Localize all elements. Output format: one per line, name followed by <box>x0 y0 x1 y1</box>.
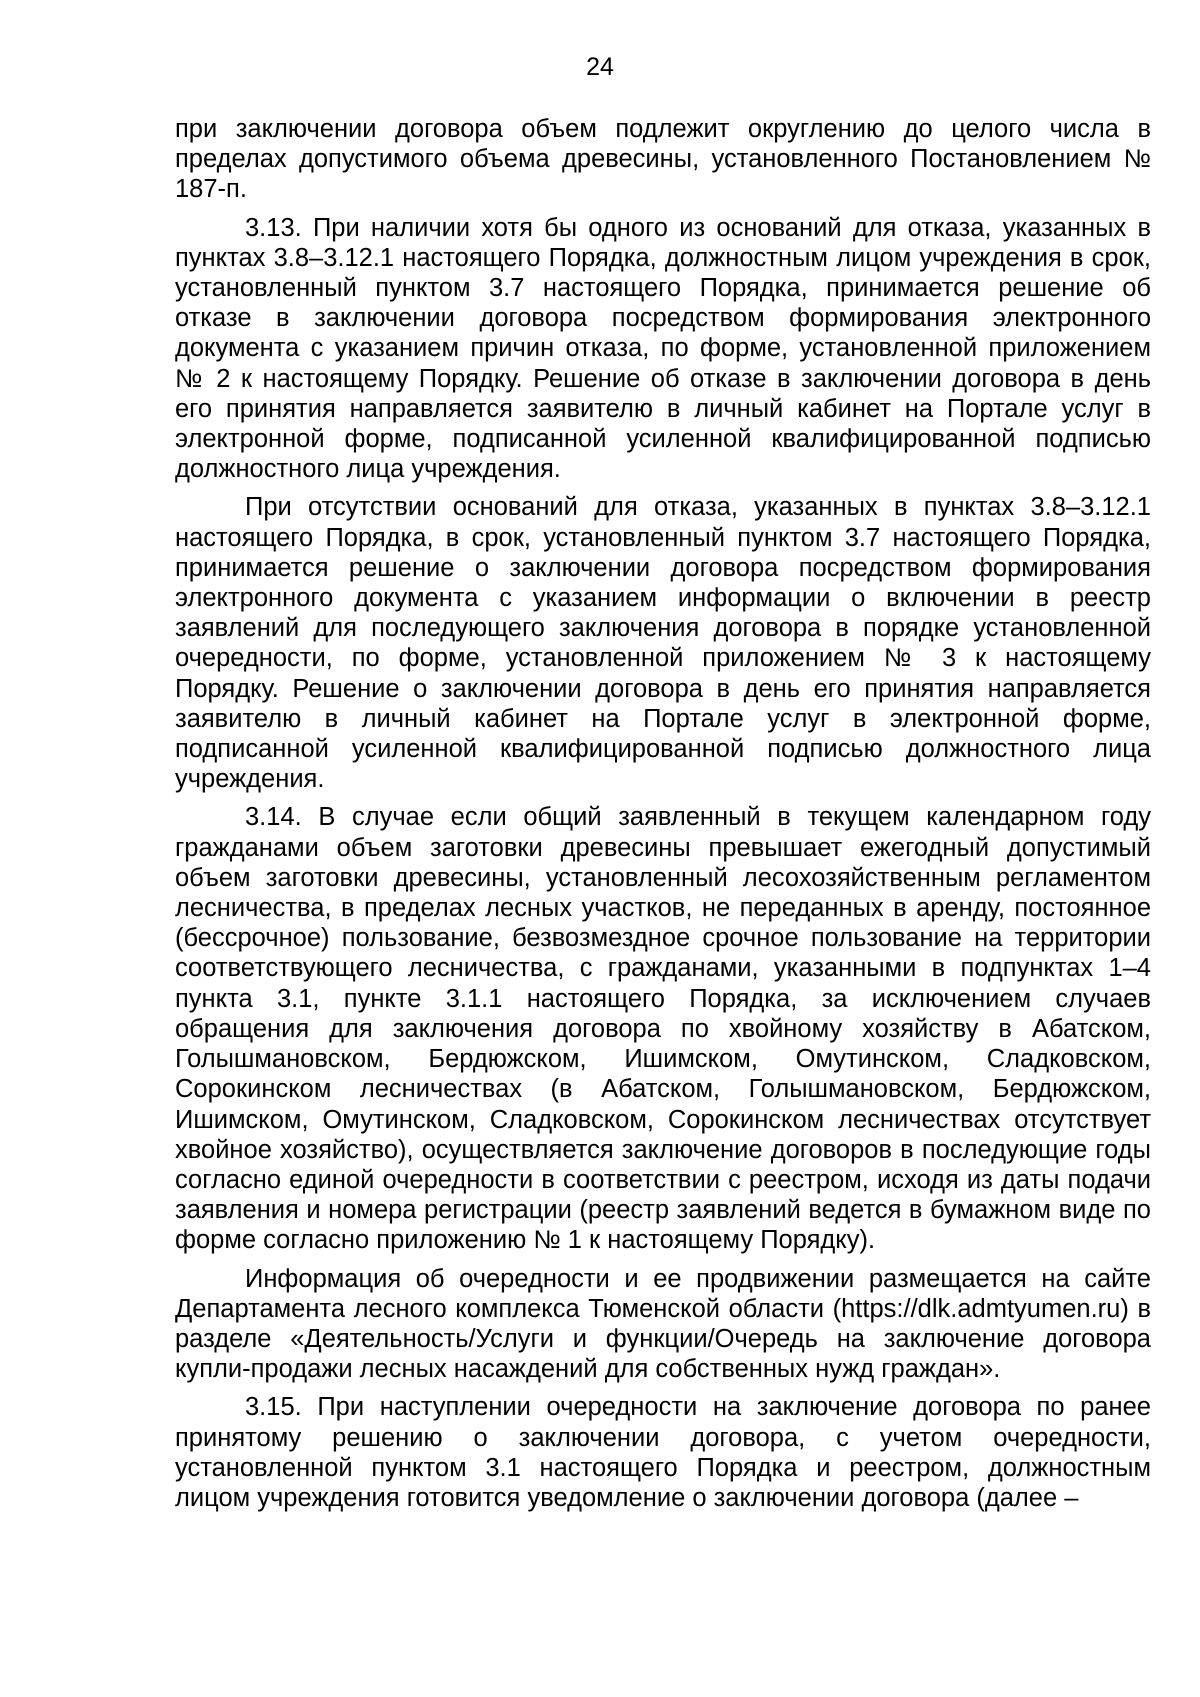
paragraph-3-15: 3.15. При наступлении очередности на заключение договора по ранее принятому решению о заключении договора, с учетом очередности, установленной пунктом 3.1 настоящего Порядка и реестром, должностным лицом учреждения готовится уведомление о заключении договора (далее – <box>175 1393 1151 1512</box>
paragraph-no-grounds: При отсутствии оснований для отказа, указанных в пунктах 3.8–3.12.1 настоящего Порядка, в срок, установленный пунктом 3.7 настоящего Порядка, принимается решение о заключении договора посредством формирования электронного документа с указанием информации о включении в реестр заявлений для последующего заключения договора в порядке установленной очередности, по форме, установленной приложением № 3 к настоящему Порядку. Решение о заключении договора в день его принятия направляется заявителю в личный кабинет на Портале услуг в электронной форме, подписанной усиленной квалифицированной подписью должностного лица учреждения. <box>175 493 1151 794</box>
document-body <box>175 114 1151 1513</box>
page-number: 24 <box>586 53 614 81</box>
paragraph-queue-info: Информация об очередности и ее продвижении размещается на сайте Департамента лесного комплекса Тюменской области (https://dlk.admtyumen.ru) в разделе «Деятельность/Услуги и функции/Очередь на заключение договора купли-продажи лесных насаждений для собственных нужд граждан». <box>175 1264 1151 1384</box>
paragraph-3-13: 3.13. При наличии хотя бы одного из оснований для отказа, указанных в пунктах 3.8–3.12.1 настоящего Порядка, должностным лицом учреждения в срок, установленный пунктом 3.7 настоящего Порядка, принимается решение об отказе в заключении договора посредством формирования электронного документа с указанием причин отказа, по форме, установленной приложением № 2 к настоящему Порядку. Решение об отказе в заключении договора в день его принятия направляется заявителю в личный кабинет на Портале услуг в электронной форме, подписанной усиленной квалифицированной подписью должностного лица учреждения. <box>175 213 1151 484</box>
paragraph-continuation: при заключении договора объем подлежит округлению до целого числа в пределах допустимого объема древесины, установленного Постановлением № 187-п. <box>175 115 1151 204</box>
paragraph-3-14: 3.14. В случае если общий заявленный в текущем календарном году гражданами объем заготовки древесины превышает ежегодный допустимый объем заготовки древесины, установленный лесохозяйственным регламентом лесничества, в пределах лесных участков, не переданных в аренду, постоянное (бессрочное) пользование, безвозмездное срочное пользование на территории соответствующего лесничества, с гражданами, указанными в подпунктах 1–4 пункта 3.1, пункте 3.1.1 настоящего Порядка, за исключением случаев обращения для заключения договора по хвойному хозяйству в Абатском, Голышмановском, Бердюжском, Ишимском, Омутинском, Сладковском, Сорокинском лесничествах (в Абатском, Голышмановском, Бердюжском, Ишимском, Омутинском, Сладковском, Сорокинском лесничествах отсутствует хвойное хозяйство), осуществляется заключение договоров в последующие годы согласно единой очередности в соответствии с реестром, исходя из даты подачи заявления и номера регистрации (реестр заявлений ведется в бумажном виде по форме согласно приложению № 1 к настоящему Порядку). <box>175 803 1151 1255</box>
